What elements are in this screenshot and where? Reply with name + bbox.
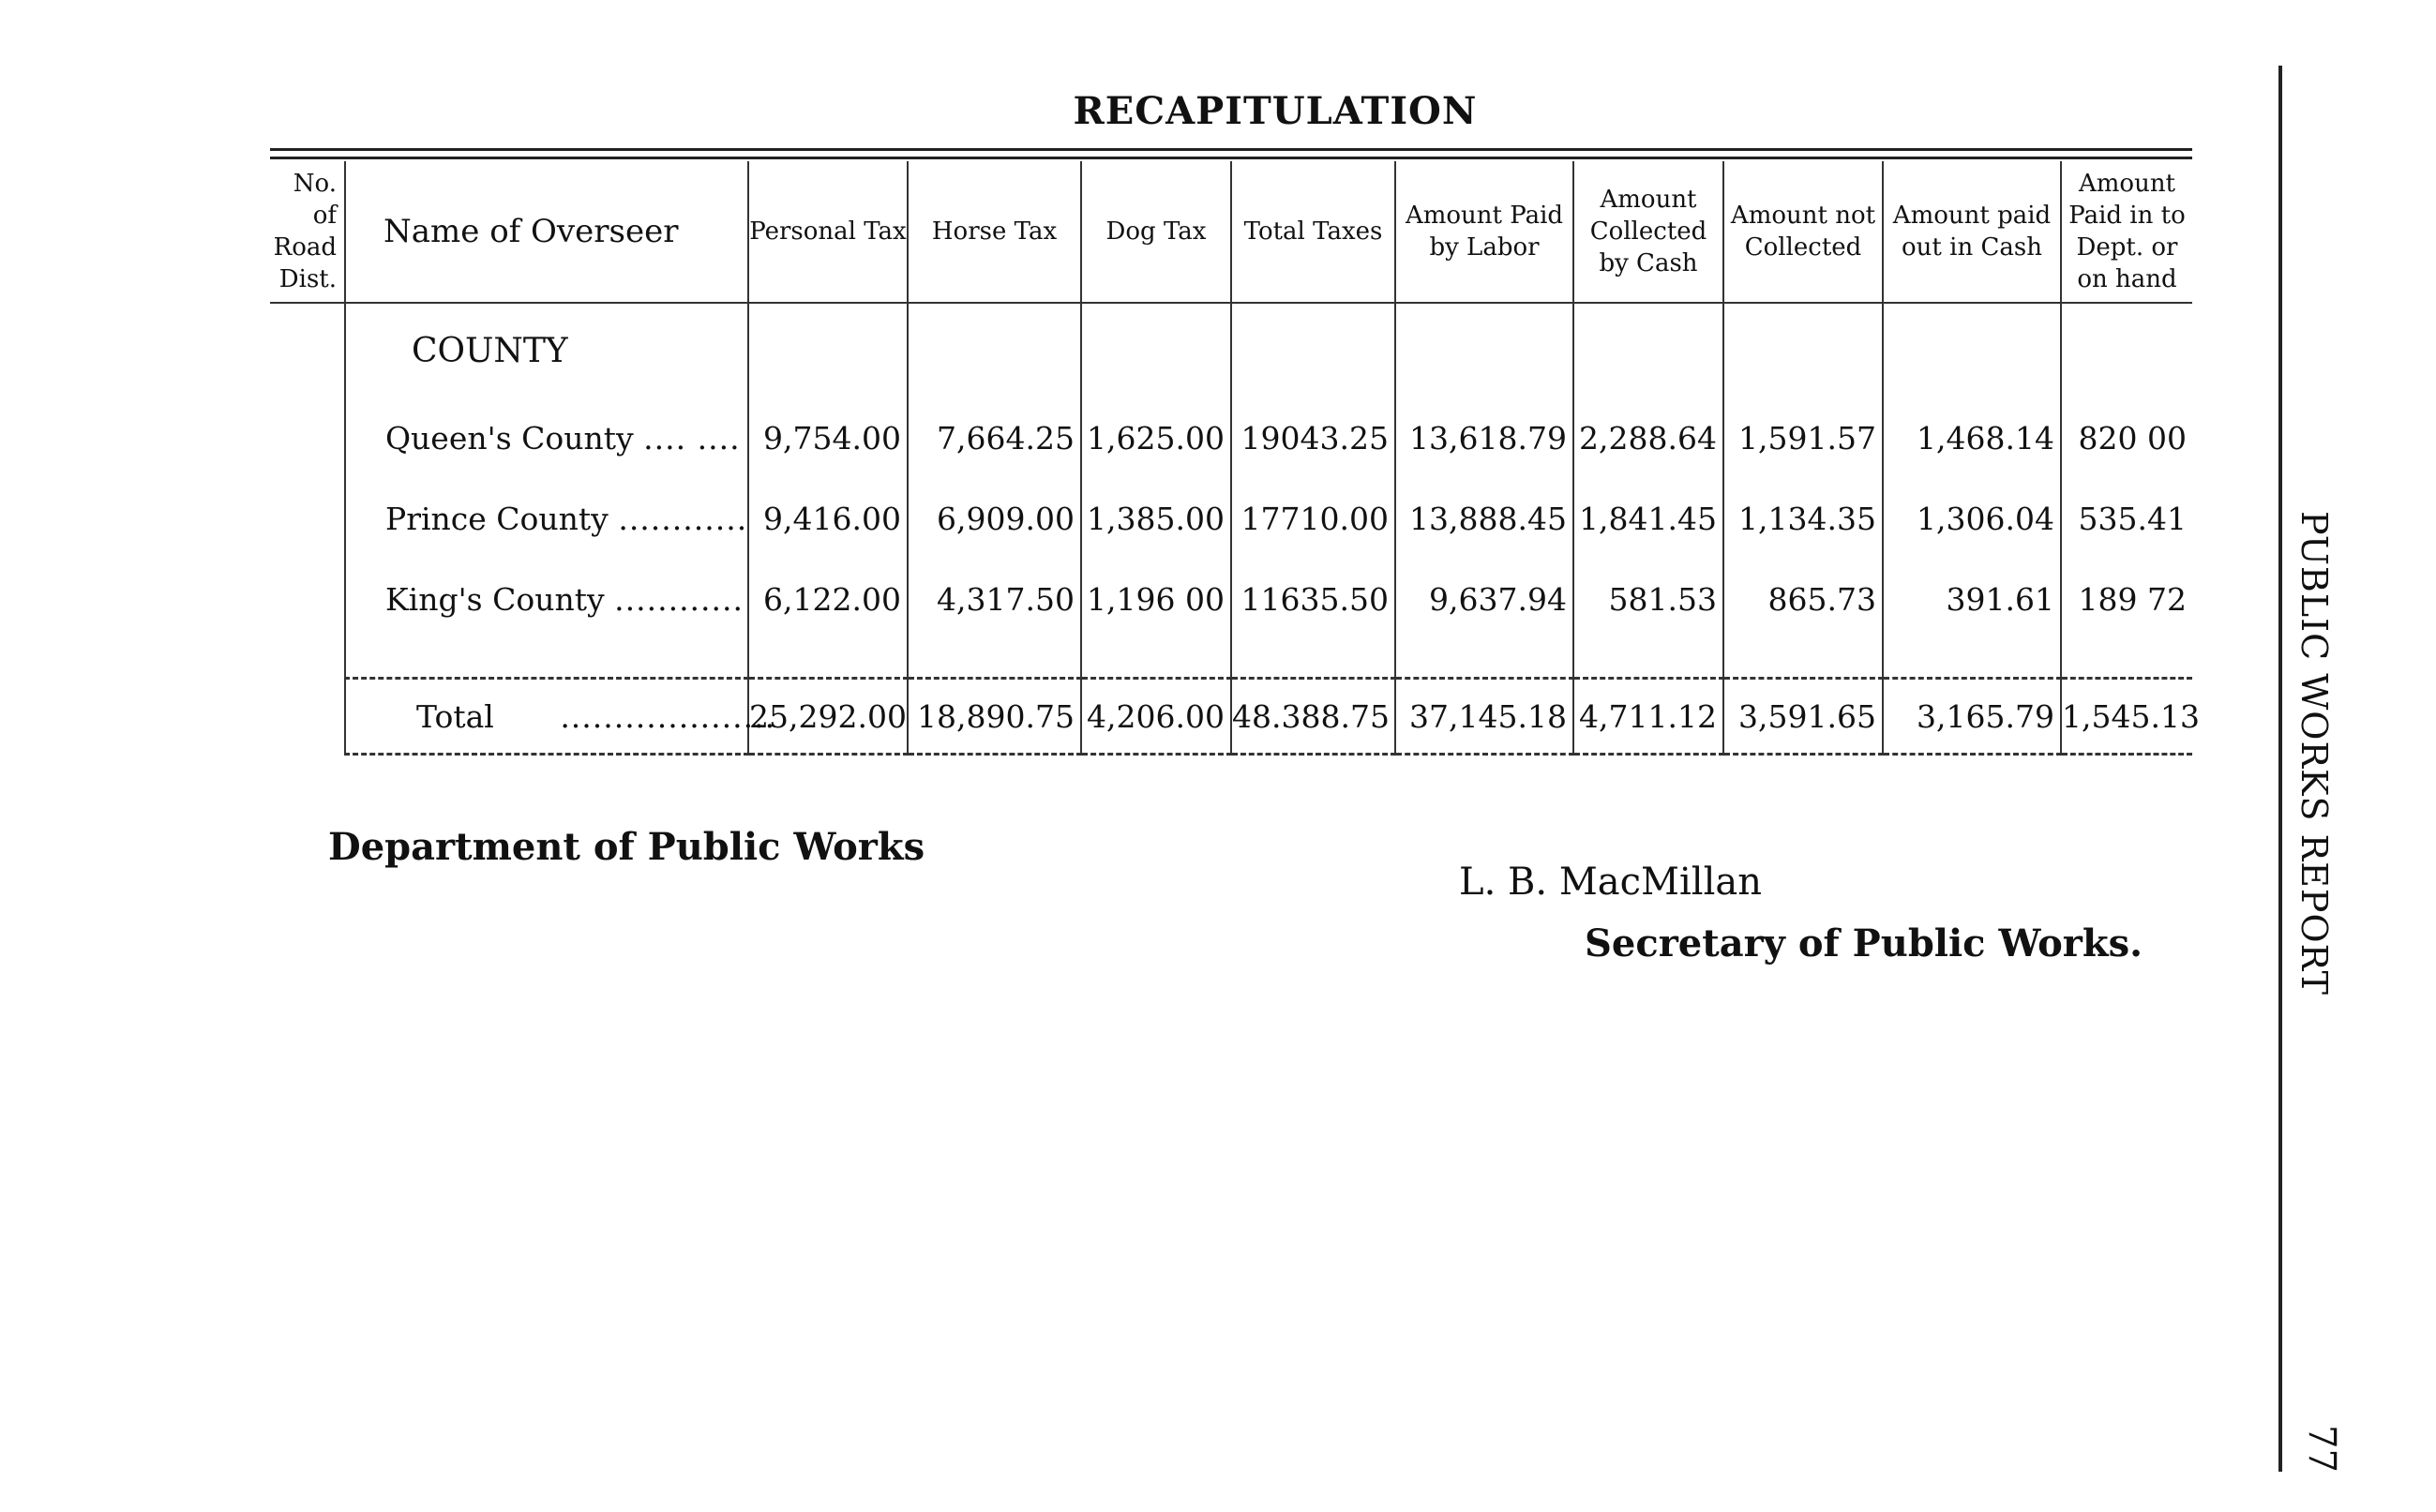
cell-horse-tax: 6,909.00: [908, 478, 1081, 559]
total-paid-in-to-dept: 1,545.13: [2061, 679, 2192, 755]
cell-total-taxes: 11635.50: [1231, 559, 1395, 639]
col-header-collected-by-cash: Amount Collected by Cash: [1573, 161, 1723, 303]
cell-collected-by-cash: 2,288.64: [1573, 397, 1723, 478]
total-not-collected: 3,591.65: [1723, 679, 1883, 755]
signer-name: L. B. MacMillan: [1459, 861, 1762, 904]
page-number: 77: [2300, 1425, 2343, 1473]
section-row: [270, 303, 2192, 397]
cell-total-taxes: 19043.25: [1231, 397, 1395, 478]
row-leader-dots: ............: [618, 500, 748, 537]
cell-paid-by-labor: 9,637.94: [1395, 559, 1573, 639]
cell-paid-out-in-cash: 1,468.14: [1883, 397, 2061, 478]
spacer-row: [270, 639, 2192, 679]
table-row: [270, 559, 2192, 639]
total-personal-tax: 25,292.00: [748, 679, 908, 755]
table-row: [270, 478, 2192, 559]
row-overseer: [345, 559, 748, 639]
total-paid-out-in-cash: 3,165.79: [1883, 679, 2061, 755]
col-header-total-taxes: Total Taxes: [1231, 161, 1395, 303]
col-header-personal-tax: Personal Tax: [748, 161, 908, 303]
cell-dog-tax: 1,625.00: [1081, 397, 1231, 478]
table-row: [270, 397, 2192, 478]
cell-paid-in-to-dept: 535.41: [2061, 478, 2192, 559]
cell-personal-tax: 9,416.00: [748, 478, 908, 559]
col-header-overseer: Name of Overseer: [345, 161, 748, 303]
col-header-not-collected: Amount not Collected: [1723, 161, 1883, 303]
cell-personal-tax: 6,122.00: [748, 559, 908, 639]
margin-rule: [2278, 66, 2282, 1472]
row-name: Prince County: [385, 500, 609, 537]
cell-total-taxes: 17710.00: [1231, 478, 1395, 559]
row-name: Queen's County: [385, 419, 634, 457]
row-overseer: [345, 397, 748, 478]
col-header-paid-out-in-cash: Amount paid out in Cash: [1883, 161, 2061, 303]
header-rule-bottom: [270, 157, 2192, 159]
total-collected-by-cash: 4,711.12: [1573, 679, 1723, 755]
cell-not-collected: 1,591.57: [1723, 397, 1883, 478]
total-label: Total: [416, 697, 494, 735]
row-leader-dots: .... ....: [643, 419, 741, 457]
cell-not-collected: 865.73: [1723, 559, 1883, 639]
cell-collected-by-cash: 1,841.45: [1573, 478, 1723, 559]
cell-paid-by-labor: 13,888.45: [1395, 478, 1573, 559]
total-leader-dots: ....................: [560, 697, 776, 735]
cell-not-collected: 1,134.35: [1723, 478, 1883, 559]
col-header-paid-by-labor: Amount Paid by Labor: [1395, 161, 1573, 303]
cell-paid-by-labor: 13,618.79: [1395, 397, 1573, 478]
cell-paid-out-in-cash: 1,306.04: [1883, 478, 2061, 559]
signer-title: Secretary of Public Works.: [1585, 921, 2143, 966]
row-name: King's County: [385, 580, 605, 618]
cell-dog-tax: 1,385.00: [1081, 478, 1231, 559]
recapitulation-table: [270, 161, 2200, 756]
department-name: Department of Public Works: [328, 825, 925, 869]
cell-paid-in-to-dept: 820 00: [2061, 397, 2192, 478]
cell-horse-tax: 4,317.50: [908, 559, 1081, 639]
row-leader-dots: ............: [614, 580, 744, 618]
total-dog-tax: 4,206.00: [1081, 679, 1231, 755]
section-label: COUNTY: [345, 303, 748, 397]
col-header-paid-in-to-dept: Amount Paid in to Dept. or on hand: [2061, 161, 2192, 303]
total-paid-by-labor: 37,145.18: [1395, 679, 1573, 755]
cell-dog-tax: 1,196 00: [1081, 559, 1231, 639]
cell-personal-tax: 9,754.00: [748, 397, 908, 478]
cell-paid-out-in-cash: 391.61: [1883, 559, 2061, 639]
col-header-dog-tax: Dog Tax: [1081, 161, 1231, 303]
total-row: [270, 679, 2192, 755]
cell-horse-tax: 7,664.25: [908, 397, 1081, 478]
col-header-road-dist: No. of Road Dist.: [270, 161, 345, 303]
total-horse-tax: 18,890.75: [908, 679, 1081, 755]
row-overseer: [345, 478, 748, 559]
total-label-cell: [345, 679, 776, 755]
col-header-horse-tax: Horse Tax: [908, 161, 1081, 303]
total-total-taxes: 48.388.75: [1231, 679, 1395, 755]
header-row: [270, 161, 2192, 303]
cell-collected-by-cash: 581.53: [1573, 559, 1723, 639]
running-head: PUBLIC WORKS REPORT: [2293, 511, 2335, 996]
header-rule-top: [270, 148, 2192, 151]
document-title: RECAPITULATION: [1073, 89, 1478, 133]
cell-paid-in-to-dept: 189 72: [2061, 559, 2192, 639]
